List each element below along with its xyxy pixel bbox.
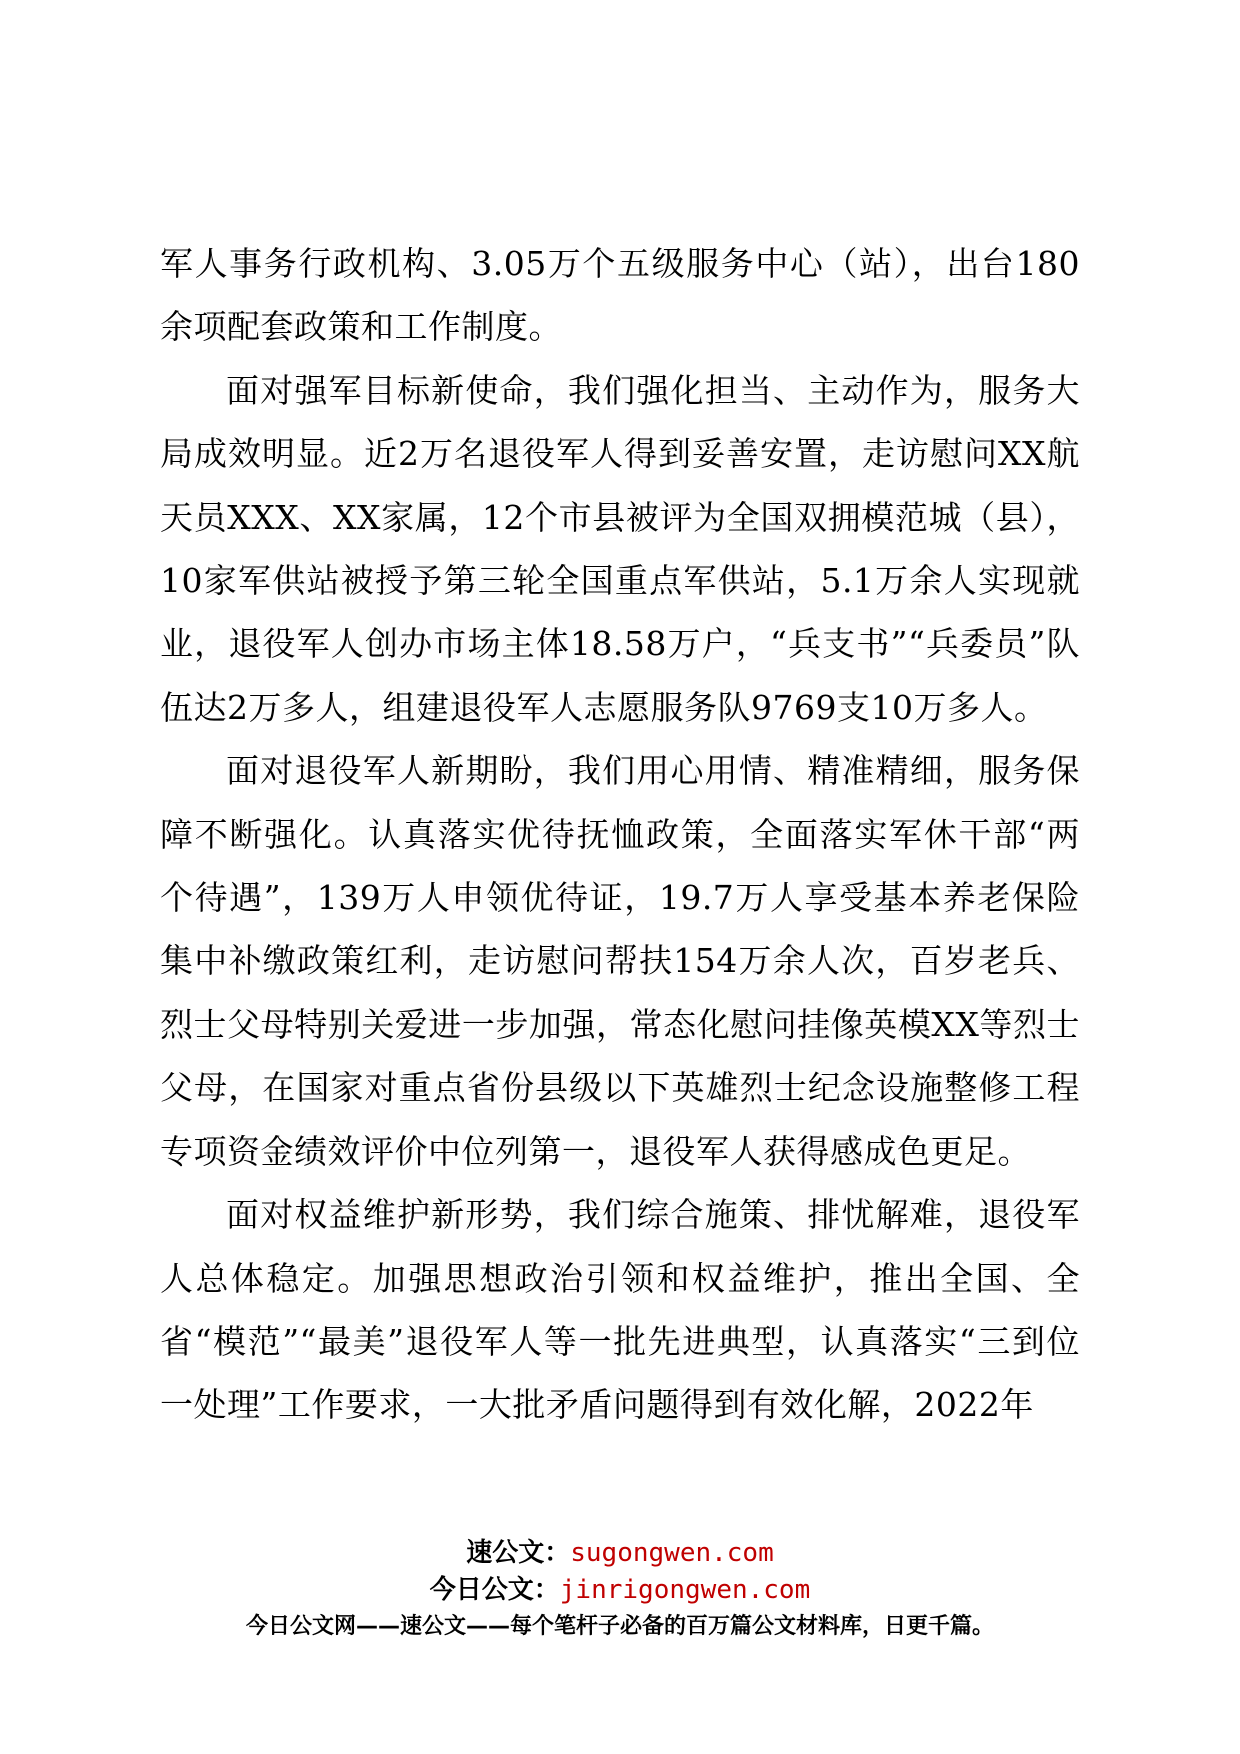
footer-watermark [0, 1535, 1240, 1643]
paragraph-continued: 军人事务行政机构、3.05万个五级服务中心（站），出台180余项配套政策和工作制度。 [160, 244, 1080, 347]
paragraph-service-overall: 面对强军目标新使命，我们强化担当、主动作为，服务大局成效明显。近2万名退役军人得到妥善安置，走访慰问XX航天员XXX、XX家属，12个市县被评为全国双拥模范城（县），10家军供站被授予第三轮全国重点军供站，5.1万余人实现就业，退役军人创办市场主体18.58万户，“兵支书”“兵委员”队伍达2万多人，组建退役军人志愿服务队9769支10万多人。 [160, 370, 1080, 727]
footer-label-sugongwen: 速公文： [466, 1538, 571, 1568]
footer-link-jinrigongwen[interactable]: jinrigongwen.com [559, 1575, 811, 1605]
paragraph-service-guarantee: 面对退役军人新期盼，我们用心用情、精准精细，服务保障不断强化。认真落实优待抚恤政策，全面落实军休干部“两个待遇”，139万人申领优待证，19.7万人享受基本养老保险集中补缴政策红利，走访慰问帮扶154万余人次，百岁老兵、烈士父母特别关爱进一步加强，常态化慰问挂像英模XX等烈士父母，在国家对重点省份县级以下英雄烈士纪念设施整修工程专项资金绩效评价中位列第一，退役军人获得感成色更足。 [160, 751, 1080, 1171]
footer-line-sugongwen [0, 1535, 1240, 1572]
paragraph-rights-protection: 面对权益维护新形势，我们综合施策、排忧解难，退役军人总体稳定。加强思想政治引领和权益维护，推出全国、全省“模范”“最美”退役军人等一批先进典型，认真落实“三到位一处理”工作要求，一大批矛盾问题得到有效化解，2022年 [160, 1195, 1080, 1425]
footer-link-sugongwen[interactable]: sugongwen.com [570, 1538, 774, 1568]
footer-line-jinrigongwen [0, 1572, 1240, 1609]
footer-label-jinrigongwen: 今日公文： [429, 1575, 560, 1605]
document-body [160, 232, 1080, 1437]
footer-tagline: 今日公文网——速公文——每个笔杆子必备的百万篇公文材料库，日更千篇。 [245, 1614, 994, 1639]
